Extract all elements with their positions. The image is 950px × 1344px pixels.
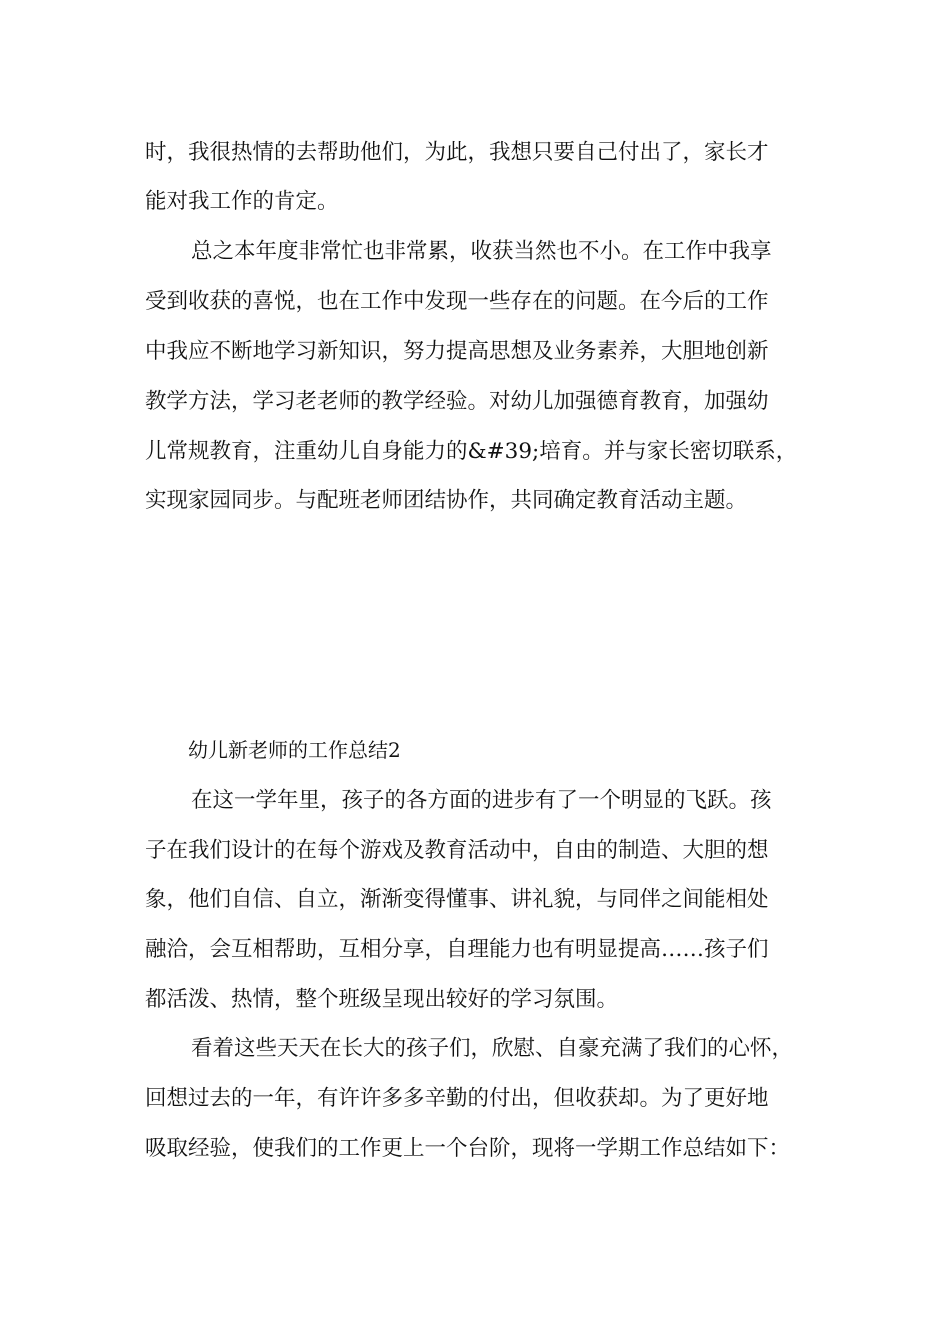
- paragraph-line: 教学方法，学习老老师的教学经验。对幼儿加强德育教育，加强幼: [145, 389, 769, 414]
- paragraph-line: 子在我们设计的在每个游戏及教育活动中，自由的制造、大胆的想: [145, 838, 769, 863]
- paragraph-line: 在这一学年里，孩子的各方面的进步有了一个明显的飞跃。孩: [191, 788, 772, 813]
- paragraph-line: 吸取经验，使我们的工作更上一个台阶，现将一学期工作总结如下：: [145, 1136, 791, 1161]
- paragraph-line: 象，他们自信、自立，渐渐变得懂事、讲礼貌，与同伴之间能相处: [145, 887, 769, 912]
- paragraph-line: 受到收获的喜悦，也在工作中发现一些存在的问题。在今后的工作: [145, 289, 769, 314]
- paragraph-line: 看着这些天天在长大的孩子们，欣慰、自豪充满了我们的心怀，: [191, 1036, 794, 1061]
- section-title: 幼儿新老师的工作总结2: [188, 738, 401, 762]
- paragraph-line: 回想过去的一年，有许许多多辛勤的付出，但收获却。为了更好地: [145, 1086, 769, 1111]
- paragraph-line: 融洽，会互相帮助，互相分享，自理能力也有明显提高……孩子们: [145, 937, 769, 962]
- paragraph-line: 总之本年度非常忙也非常累，收获当然也不小。在工作中我享: [191, 239, 772, 264]
- paragraph-line: 中我应不断地学习新知识，努力提高思想及业务素养，大胆地创新: [145, 339, 769, 364]
- paragraph-line: 能对我工作的肯定。: [145, 189, 339, 214]
- paragraph-line: 儿常规教育，注重幼儿自身能力的&#39;培育。并与家长密切联系，: [145, 439, 798, 464]
- paragraph-line: 实现家园同步。与配班老师团结协作，共同确定教育活动主题。: [145, 488, 748, 513]
- paragraph-line: 都活泼、热情，整个班级呈现出较好的学习氛围。: [145, 987, 619, 1012]
- paragraph-line: 时，我很热情的去帮助他们，为此，我想只要自己付出了，家长才: [145, 140, 769, 165]
